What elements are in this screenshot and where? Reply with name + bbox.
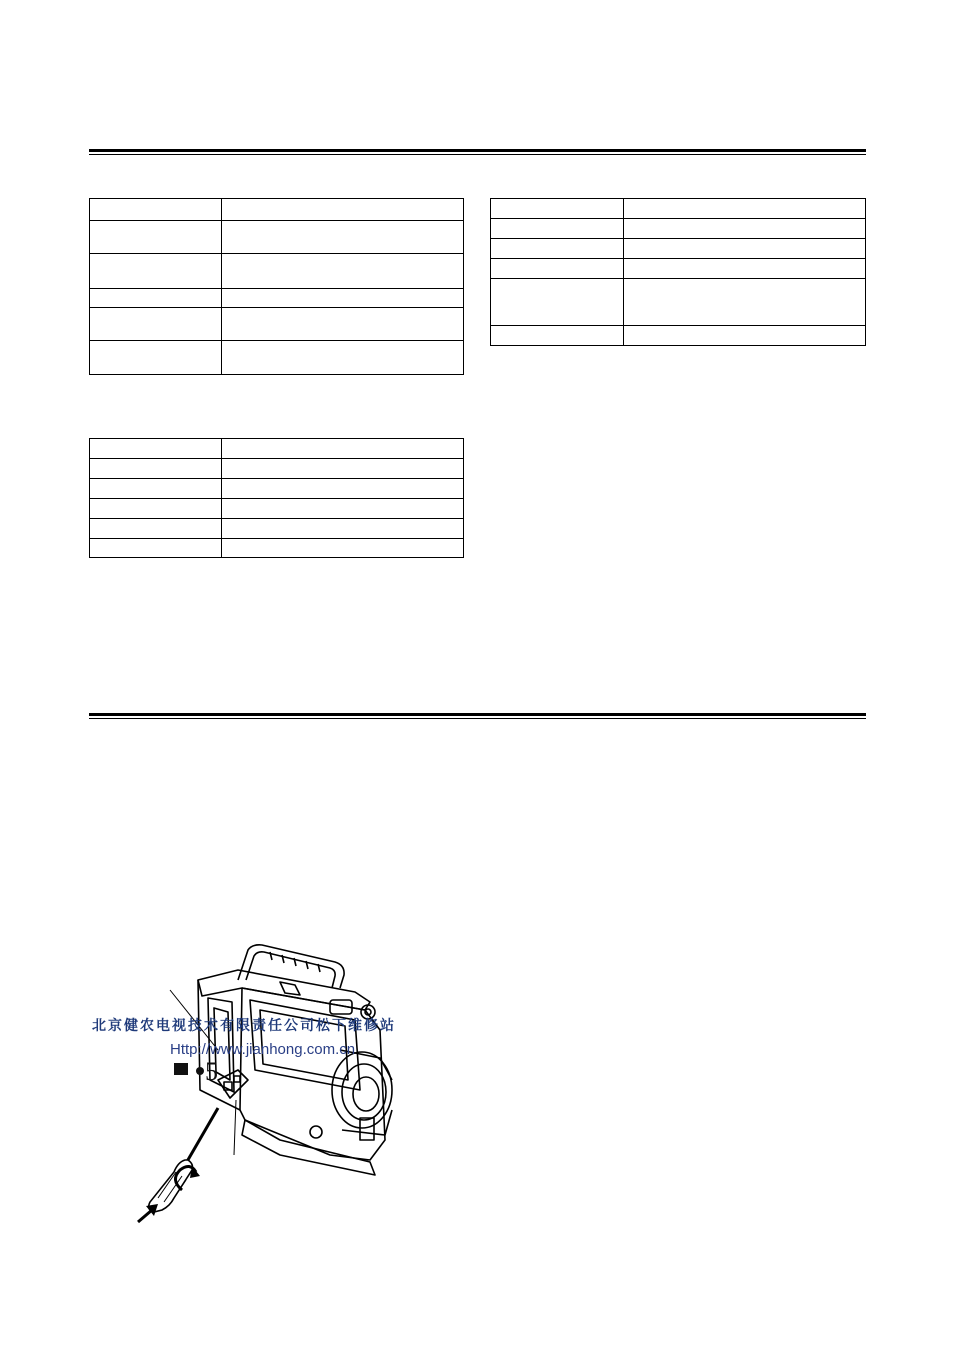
- camcorder-icon: [130, 940, 410, 1230]
- table-cell: [90, 539, 222, 558]
- table-cell: [90, 341, 222, 375]
- table-cell: [90, 199, 222, 221]
- table-cell: [222, 199, 464, 221]
- table-cell: [222, 289, 464, 308]
- table-cell: [90, 499, 222, 519]
- table-cell: [491, 199, 624, 219]
- table-cell: [222, 254, 464, 289]
- table-cell: [222, 341, 464, 375]
- table-cell: [491, 259, 624, 279]
- table-cell: [222, 221, 464, 254]
- spec-table-right-top: [490, 198, 866, 346]
- watermark-chinese: 北京健农电视技术有限责任公司松下维修站: [92, 1018, 396, 1034]
- table-cell: [491, 279, 624, 326]
- section-rule-middle: [89, 713, 866, 719]
- table-cell: [90, 308, 222, 341]
- table-cell: [222, 519, 464, 539]
- section-rule-top: [89, 149, 866, 155]
- table-cell: [491, 239, 624, 259]
- table-cell: [90, 289, 222, 308]
- table-cell: [624, 219, 866, 239]
- table-cell: [90, 254, 222, 289]
- table-cell: [624, 259, 866, 279]
- table-cell: [222, 539, 464, 558]
- table-cell: [90, 519, 222, 539]
- table-cell: [624, 239, 866, 259]
- table-cell: [90, 479, 222, 499]
- spec-table-left-top: [89, 198, 464, 375]
- table-cell: [90, 439, 222, 459]
- screwdriver-icon: [149, 1108, 218, 1212]
- watermark-url: Http://www.jianhong.com.cn: [170, 1041, 356, 1058]
- table-cell: [90, 221, 222, 254]
- svg-text:5: 5: [205, 1057, 218, 1086]
- table-cell: [222, 439, 464, 459]
- table-cell: [222, 479, 464, 499]
- table-cell: [624, 326, 866, 346]
- table-cell: [624, 279, 866, 326]
- spec-table-left-bottom: [89, 438, 464, 558]
- table-cell: [90, 459, 222, 479]
- table-cell: [222, 308, 464, 341]
- push-arrow-icon: [138, 1204, 158, 1222]
- table-cell: [222, 499, 464, 519]
- camcorder-figure: [130, 940, 410, 1230]
- table-cell: [624, 199, 866, 219]
- table-cell: [491, 219, 624, 239]
- table-cell: [222, 459, 464, 479]
- table-cell: [491, 326, 624, 346]
